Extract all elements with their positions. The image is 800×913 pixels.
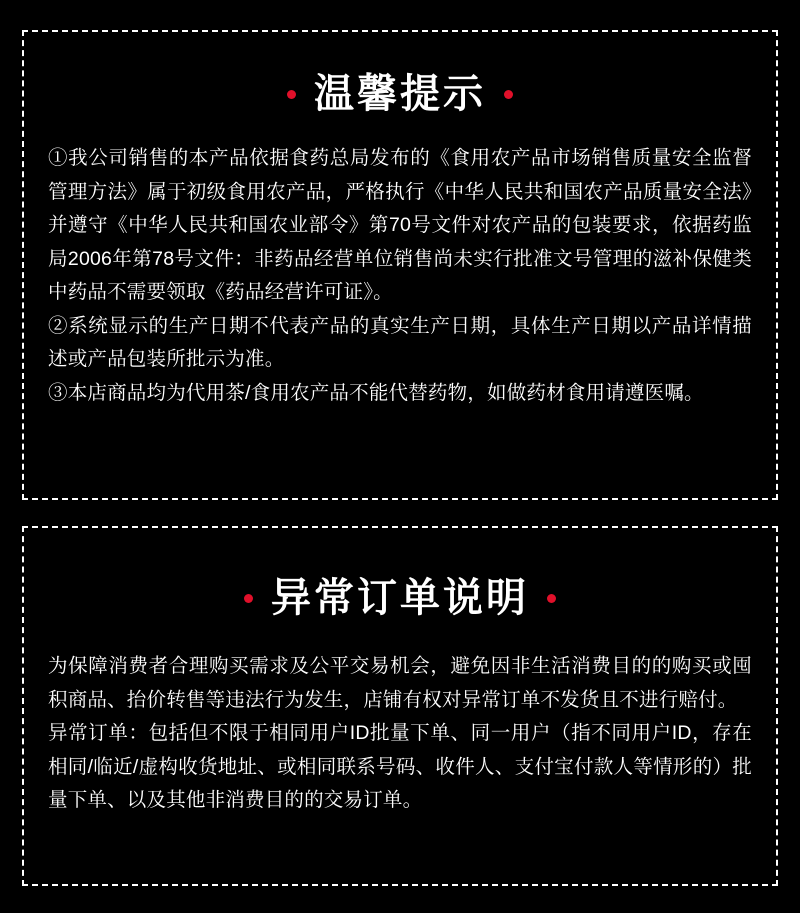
abnormal-order-panel-heading: [48, 576, 752, 620]
notice-paragraph-3: ③本店商品均为代用茶/食用农产品不能代替药物，如做药材食用请遵医嘱。: [48, 381, 704, 404]
decorative-dot-left-icon: [244, 594, 253, 603]
abnormal-order-paragraph-2: 异常订单：包括但不限于相同用户ID批量下单、同一用户（指不同用户ID，存在相同/临近/虚构收货地址、或相同联系号码、收件人、支付宝付款人等情形的）批量下单、以及其他非消费目的的交易订单。: [48, 722, 752, 812]
notice-paragraph-1: ①我公司销售的本产品依据食药总局发布的《食用农产品市场销售质量安全监督管理方法》属于初级食用农产品，严格执行《中华人民共和国农产品质量安全法》并遵守《中华人民共和国农业部令》第70号文件对农产品的包装要求，依据药监局2006年第78号文件：非药品经营单位销售尚未实行批准文号管理的滋补保健类中药品不需要领取《药品经营许可证》。: [48, 147, 752, 304]
decorative-dot-left-icon: [287, 90, 296, 99]
abnormal-order-paragraph-1: 为保障消费者合理购买需求及公平交易机会，避免因非生活消费目的的购买或囤积商品、抬价转售等违法行为发生，店铺有权对异常订单不发货且不进行赔付。: [48, 655, 752, 711]
abnormal-order-panel-body: [48, 650, 752, 818]
notice-panel: [22, 30, 778, 500]
decorative-dot-right-icon: [504, 90, 513, 99]
decorative-dot-right-icon: [547, 594, 556, 603]
notice-panel-title: 温馨提示: [314, 72, 486, 116]
abnormal-order-panel-title: 异常订单说明: [271, 576, 529, 620]
notice-panel-heading: [48, 72, 752, 116]
notice-panel-body: [48, 142, 752, 410]
notice-paragraph-2: ②系统显示的生产日期不代表产品的真实生产日期，具体生产日期以产品详情描述或产品包装所批示为准。: [48, 314, 752, 371]
abnormal-order-panel: [22, 526, 778, 886]
